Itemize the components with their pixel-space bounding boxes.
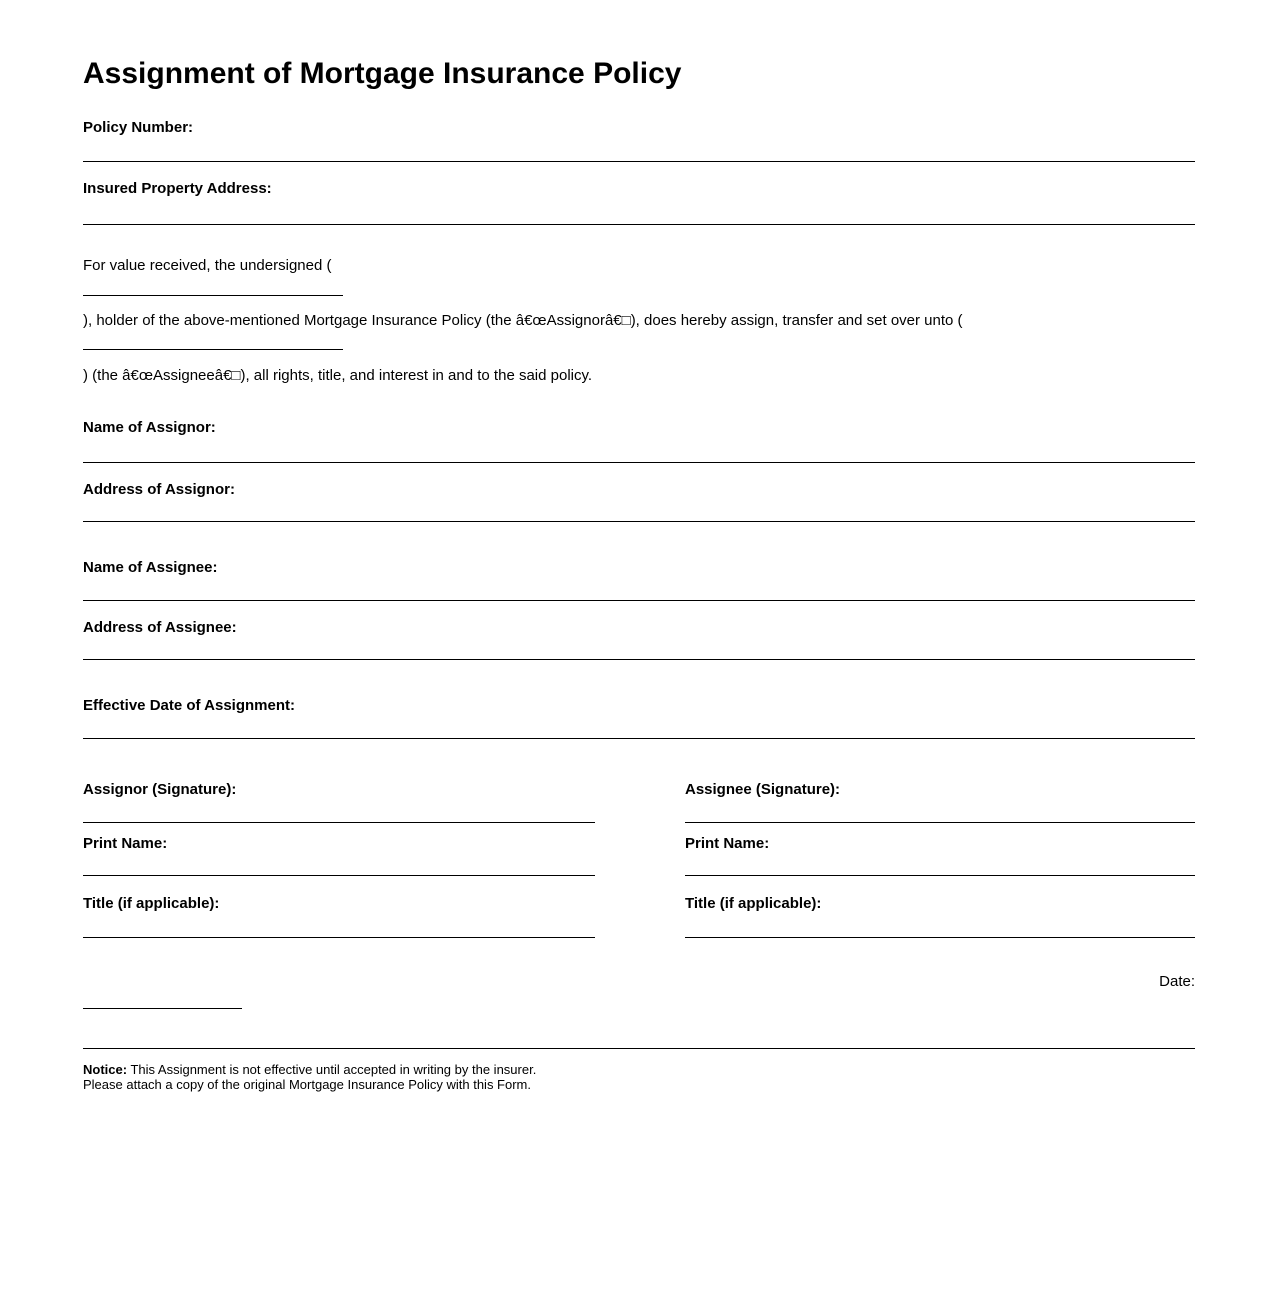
assignee-signature-blank-line xyxy=(685,822,1195,823)
name-of-assignor-label: Name of Assignor: xyxy=(83,419,216,436)
assignor-print-name-label: Print Name: xyxy=(83,835,168,852)
footer-divider-line xyxy=(83,1048,1195,1049)
paragraph-holder-assigns: ), holder of the above-mentioned Mortgage Insurance Policy (the â€œAssignorâ€□), does hereby assign, transfer and set over unto ( xyxy=(83,312,963,329)
notice-label: Notice: xyxy=(83,1062,128,1077)
effective-date-blank-line xyxy=(83,738,1195,739)
assignor-print-name-blank-line xyxy=(83,875,595,876)
notice-line2: Please attach a copy of the original Mortgage Insurance Policy with this Form. xyxy=(83,1077,531,1092)
assignee-print-name-label: Print Name: xyxy=(685,835,770,852)
assignor-signature-blank-line xyxy=(83,822,595,823)
policy-number-blank-line xyxy=(83,161,1195,162)
effective-date-label: Effective Date of Assignment: xyxy=(83,697,295,714)
assignor-title-label: Title (if applicable): xyxy=(83,895,220,912)
assignee-title-label: Title (if applicable): xyxy=(685,895,822,912)
address-of-assignor-blank-line xyxy=(83,521,1195,522)
name-of-assignee-blank-line xyxy=(83,600,1195,601)
assignor-signature-column xyxy=(83,781,595,938)
notice-text xyxy=(83,1062,1195,1092)
signature-section xyxy=(83,781,1195,938)
assignor-title-blank-line xyxy=(83,937,595,938)
address-of-assignee-blank-line xyxy=(83,659,1195,660)
assignor-fill-in-blank-line xyxy=(83,295,343,296)
date-label: Date: xyxy=(1159,973,1195,990)
assignee-fill-in-blank-line xyxy=(83,349,343,350)
assignee-signature-column xyxy=(685,781,1195,938)
notice-line1: This Assignment is not effective until accepted in writing by the insurer. xyxy=(130,1062,537,1077)
insured-property-address-blank-line xyxy=(83,224,1195,225)
assignor-signature-label: Assignor (Signature): xyxy=(83,781,237,798)
document-title: Assignment of Mortgage Insurance Policy xyxy=(83,57,682,90)
name-of-assignee-label: Name of Assignee: xyxy=(83,559,218,576)
insured-property-address-label: Insured Property Address: xyxy=(83,180,272,197)
policy-number-label: Policy Number: xyxy=(83,119,194,136)
assignee-signature-label: Assignee (Signature): xyxy=(685,781,841,798)
date-blank-line xyxy=(83,1008,242,1009)
address-of-assignee-label: Address of Assignee: xyxy=(83,619,237,636)
assignee-print-name-blank-line xyxy=(685,875,1195,876)
paragraph-for-value-received: For value received, the undersigned ( xyxy=(83,257,332,274)
paragraph-assignee-rights: ) (the â€œAssigneeâ€□), all rights, title, and interest in and to the said policy. xyxy=(83,367,593,384)
name-of-assignor-blank-line xyxy=(83,462,1195,463)
address-of-assignor-label: Address of Assignor: xyxy=(83,481,235,498)
assignee-title-blank-line xyxy=(685,937,1195,938)
